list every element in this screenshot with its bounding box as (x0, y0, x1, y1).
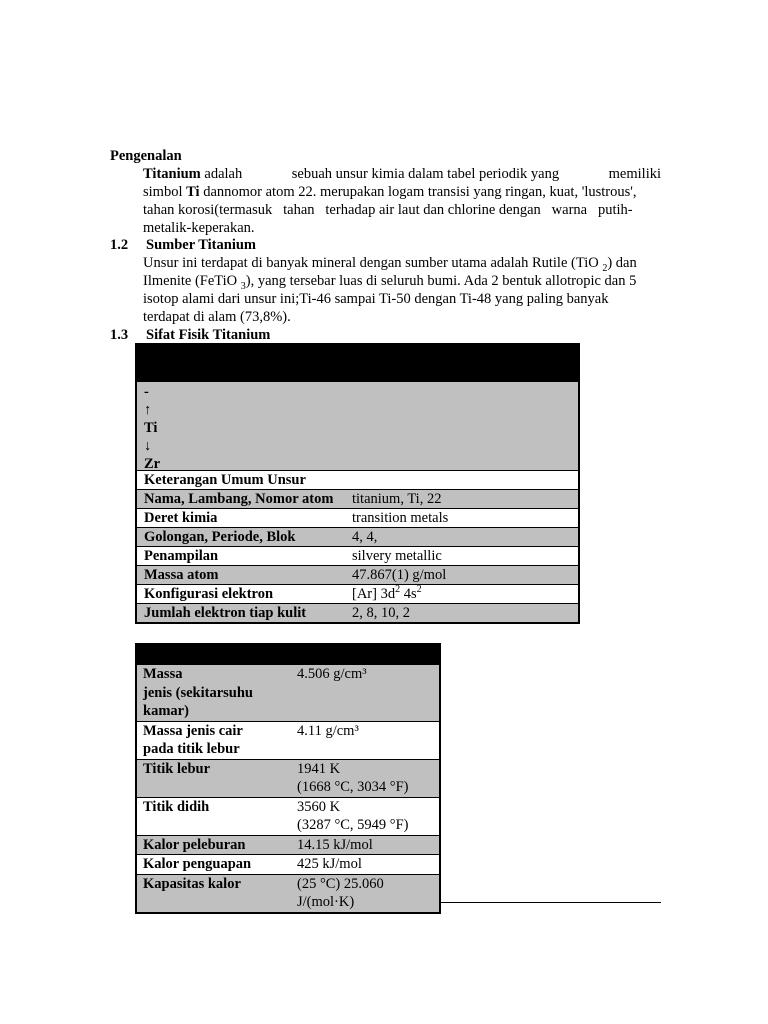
row-label (137, 760, 290, 797)
arrow-down-icon: ↓ (144, 438, 152, 454)
row-label (137, 665, 290, 721)
sumber-line-1 (143, 254, 661, 272)
config-base: [Ar] 3d (352, 586, 396, 602)
table-row (137, 508, 578, 527)
label-line: Kapasitas kalor (143, 875, 241, 892)
table-row (137, 797, 439, 835)
subscript: 2 (602, 262, 608, 274)
value-line: J/(mol·K) (297, 894, 355, 910)
sumber-text: ), yang tersebar luas di seluruh bumi. Ada 2 bentuk allotropic dan 5 (245, 273, 637, 289)
row-label: Nama, Lambang, Nomor atom (144, 491, 334, 507)
intro-line-2 (143, 183, 661, 201)
row-label: Penampilan (144, 548, 219, 564)
row-value: titanium, Ti, 22 (352, 491, 442, 507)
intro-line-3: tahan korosi(termasuk tahan terhadap air laut dan chlorine dengan warna putih- (143, 202, 633, 218)
table-row (137, 835, 439, 855)
physical-properties-table (135, 643, 441, 914)
sumber-line-2 (143, 272, 661, 290)
symbol-term: Ti (186, 184, 200, 200)
table-header-bar (137, 345, 578, 381)
config-mid: 4s (400, 586, 417, 602)
label-line: Titik lebur (143, 760, 211, 777)
arrow-up-icon: ↑ (144, 402, 152, 418)
row-label: Konfigurasi elektron (144, 586, 274, 602)
table-row (137, 874, 439, 912)
intro-phrase: sebuah unsur kimia dalam tabel periodik yang (291, 166, 560, 182)
value-line: 4.11 g/cm³ (297, 722, 359, 739)
subscript: 3 (240, 280, 246, 292)
intro-line-4: metalik-keperakan. (143, 220, 255, 236)
table-row (137, 584, 578, 603)
intro-line-1 (143, 165, 661, 183)
table-bottom-rule (441, 902, 661, 903)
nav-element-ti: Ti (144, 420, 158, 436)
table-row (137, 546, 578, 565)
row-label: Massa atom (144, 567, 219, 583)
label-line: pada titik lebur (143, 741, 240, 757)
value-line: 3560 K (297, 798, 341, 815)
label-line: Kalor penguapan (143, 856, 252, 872)
row-value (290, 722, 439, 759)
row-value: 47.867(1) g/mol (352, 567, 447, 583)
row-value (290, 760, 439, 797)
label-line: jenis (sekitarsuhu (143, 684, 253, 701)
row-label (137, 798, 290, 835)
label-line: Kalor peleburan (143, 836, 246, 853)
label-line: kamar) (143, 703, 189, 719)
superscript: 2 (395, 584, 401, 596)
sumber-text: ) dan (607, 255, 637, 271)
row-value: transition metals (352, 510, 449, 526)
sumber-line-4: terdapat di alam (73,8%). (143, 309, 291, 325)
value-line: (25 °C) 25.060 (297, 875, 384, 892)
row-label (137, 875, 290, 912)
table-row (137, 721, 439, 759)
section-1-3-number: 1.3 (110, 327, 129, 343)
sumber-text: Unsur ini terdapat di banyak mineral dengan sumber utama adalah Rutile (TiO (143, 255, 599, 271)
table-row (137, 565, 578, 584)
row-value (290, 665, 439, 721)
nav-element-zr: Zr (144, 456, 161, 472)
section-1-2-title: Sumber Titanium (146, 237, 256, 253)
superscript: 2 (416, 584, 422, 596)
row-value: silvery metallic (352, 548, 442, 564)
value-line: 14.15 kJ/mol (297, 836, 373, 853)
value-line: (3287 °C, 5949 °F) (297, 817, 409, 833)
table-row (137, 854, 439, 874)
row-label: Deret kimia (144, 510, 218, 526)
row-label (137, 836, 290, 855)
sumber-line-3: isotop alami dari unsur ini;Ti-46 sampai Ti-50 dengan Ti-48 yang paling banyak (143, 291, 609, 307)
value-line: 4.506 g/cm³ (297, 666, 367, 682)
table-row (137, 527, 578, 546)
intro-text: dannomor atom 22. merupakan logam transisi yang ringan, kuat, 'lustrous', (199, 184, 637, 200)
row-value (290, 855, 439, 874)
row-value (346, 585, 578, 603)
section-1-2-number: 1.2 (110, 237, 129, 253)
intro-heading: Pengenalan (110, 148, 182, 164)
section-label: Keterangan Umum Unsur (144, 472, 306, 488)
value-line: 425 kJ/mol (297, 856, 362, 872)
table-header-bar (137, 645, 439, 664)
label-line: Titik didih (143, 798, 210, 815)
row-value: 4, 4, (352, 529, 378, 545)
row-value (290, 798, 439, 835)
titanium-term: Titanium (143, 166, 201, 182)
intro-text: simbol (143, 184, 187, 200)
intro-word-end: memiliki (608, 166, 661, 182)
table-row (137, 664, 439, 721)
intro-word: adalah (204, 166, 243, 182)
table-row (137, 603, 578, 622)
element-info-table (135, 343, 580, 624)
table-row (137, 759, 439, 797)
row-label: Golongan, Periode, Blok (144, 529, 296, 545)
nav-dash: - (144, 384, 149, 400)
row-value: 2, 8, 10, 2 (352, 605, 410, 621)
label-line: Massa (143, 666, 183, 682)
section-1-3-title: Sifat Fisik Titanium (146, 327, 271, 343)
periodic-neighbor-nav (137, 381, 578, 470)
sumber-text: Ilmenite (FeTiO (143, 273, 238, 289)
value-line: (1668 °C, 3034 °F) (297, 779, 409, 795)
table-row (137, 489, 578, 508)
value-line: 1941 K (297, 760, 341, 777)
row-value (290, 875, 439, 912)
row-label (137, 722, 290, 759)
row-label (137, 855, 290, 874)
row-label: Jumlah elektron tiap kulit (144, 605, 307, 621)
table-section-row (137, 470, 578, 489)
label-line: Massa jenis cair (143, 722, 243, 739)
row-value (290, 836, 439, 855)
